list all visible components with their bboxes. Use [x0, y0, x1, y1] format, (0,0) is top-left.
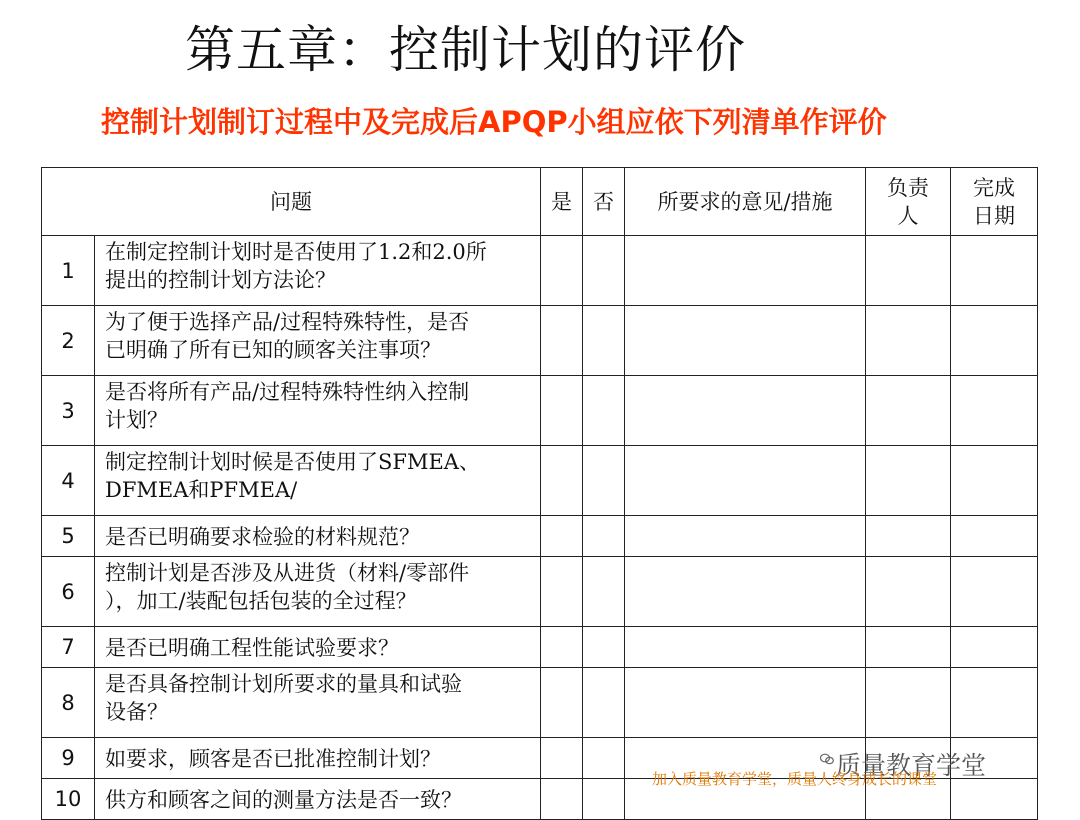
watermark-brand: 质量教育学堂	[836, 751, 987, 780]
header-yes: 是	[541, 168, 583, 236]
due-cell	[951, 236, 1038, 306]
yes-cell	[541, 516, 583, 557]
question-cell: 制定控制计划时候是否使用了SFMEA、 DFMEA和PFMEA/	[95, 446, 541, 516]
page-subtitle: 控制计划制订过程中及完成后APQP小组应依下列清单作评价	[101, 105, 887, 139]
yes-cell	[541, 668, 583, 738]
comments-cell	[625, 236, 866, 306]
header-due-date: 完成 日期	[951, 168, 1038, 236]
question-cell: 是否已明确要求检验的材料规范？	[95, 516, 541, 557]
due-cell	[951, 668, 1038, 738]
table-row	[42, 306, 1038, 376]
question-cell: 是否具备控制计划所要求的量具和试验 设备？	[95, 668, 541, 738]
row-number: 5	[42, 516, 95, 557]
question-cell: 是否将所有产品/过程特殊特性纳入控制 计划？	[95, 376, 541, 446]
footer-note: 加入质量教育学堂，质量人终身成长的课堂	[652, 770, 938, 788]
header-no: 否	[583, 168, 625, 236]
yes-cell	[541, 779, 583, 820]
question-cell: 控制计划是否涉及从进货（材料/零部件 ），加工/装配包括包装的全过程？	[95, 557, 541, 627]
row-number: 8	[42, 668, 95, 738]
no-cell	[583, 446, 625, 516]
due-cell	[951, 779, 1038, 820]
yes-cell	[541, 557, 583, 627]
question-cell: 如要求，顾客是否已批准控制计划？	[95, 738, 541, 779]
no-cell	[583, 236, 625, 306]
no-cell	[583, 557, 625, 627]
table-row	[42, 446, 1038, 516]
yes-cell	[541, 738, 583, 779]
due-cell	[951, 627, 1038, 668]
owner-cell	[866, 446, 951, 516]
no-cell	[583, 779, 625, 820]
row-number: 2	[42, 306, 95, 376]
table-row	[42, 236, 1038, 306]
table-row	[42, 516, 1038, 557]
table-row	[42, 376, 1038, 446]
wechat-icon	[820, 752, 834, 766]
question-cell: 为了便于选择产品/过程特殊特性，是否 已明确了所有已知的顾客关注事项？	[95, 306, 541, 376]
header-comments: 所要求的意见/措施	[625, 168, 866, 236]
due-cell	[951, 446, 1038, 516]
owner-cell	[866, 627, 951, 668]
no-cell	[583, 627, 625, 668]
question-cell: 在制定控制计划时是否使用了1.2和2.0所 提出的控制计划方法论？	[95, 236, 541, 306]
question-cell: 供方和顾客之间的测量方法是否一致？	[95, 779, 541, 820]
comments-cell	[625, 376, 866, 446]
due-cell	[951, 516, 1038, 557]
yes-cell	[541, 376, 583, 446]
no-cell	[583, 306, 625, 376]
yes-cell	[541, 236, 583, 306]
row-number: 10	[42, 779, 95, 820]
owner-cell	[866, 376, 951, 446]
due-cell	[951, 306, 1038, 376]
due-cell	[951, 557, 1038, 627]
row-number: 7	[42, 627, 95, 668]
no-cell	[583, 668, 625, 738]
yes-cell	[541, 306, 583, 376]
row-number: 1	[42, 236, 95, 306]
comments-cell	[625, 306, 866, 376]
owner-cell	[866, 306, 951, 376]
header-owner: 负责 人	[866, 168, 951, 236]
due-cell	[951, 376, 1038, 446]
yes-cell	[541, 627, 583, 668]
owner-cell	[866, 668, 951, 738]
comments-cell	[625, 557, 866, 627]
comments-cell	[625, 627, 866, 668]
row-number: 6	[42, 557, 95, 627]
table-row	[42, 627, 1038, 668]
question-cell: 是否已明确工程性能试验要求？	[95, 627, 541, 668]
yes-cell	[541, 446, 583, 516]
row-number: 9	[42, 738, 95, 779]
no-cell	[583, 516, 625, 557]
header-row	[42, 168, 1038, 236]
page-title: 第五章：控制计划的评价	[185, 21, 746, 79]
owner-cell	[866, 516, 951, 557]
row-number: 3	[42, 376, 95, 446]
no-cell	[583, 376, 625, 446]
header-question: 问题	[42, 168, 541, 236]
comments-cell	[625, 516, 866, 557]
table-row	[42, 668, 1038, 738]
row-number: 4	[42, 446, 95, 516]
owner-cell	[866, 236, 951, 306]
table-row	[42, 557, 1038, 627]
comments-cell	[625, 668, 866, 738]
evaluation-checklist-table	[41, 167, 1038, 820]
owner-cell	[866, 557, 951, 627]
no-cell	[583, 738, 625, 779]
comments-cell	[625, 446, 866, 516]
